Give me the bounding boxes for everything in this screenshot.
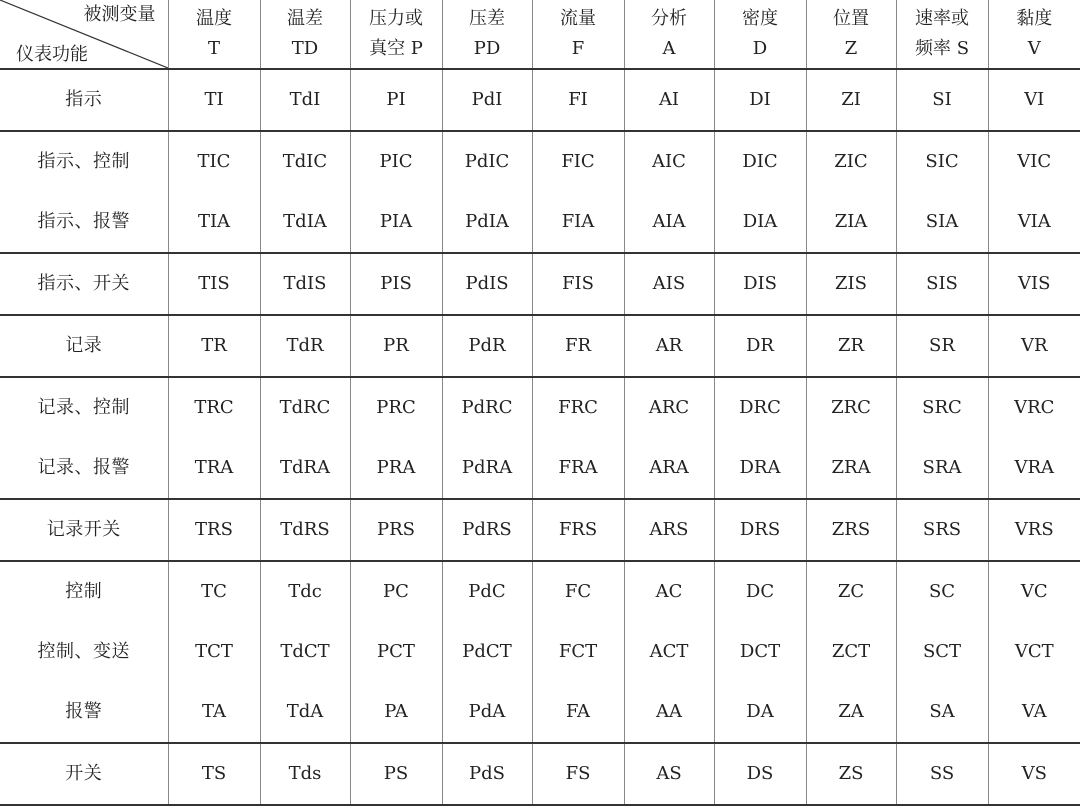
code-cell: PRA	[350, 438, 442, 499]
code-cell: TdRC	[260, 377, 350, 438]
code-cell: AR	[624, 315, 714, 377]
code-cell: TR	[168, 315, 260, 377]
table-row	[0, 315, 1080, 377]
code-cell: FCT	[532, 622, 624, 682]
code-cell: PdIA	[442, 192, 532, 253]
code-cell: TC	[168, 561, 260, 622]
code-cell: PR	[350, 315, 442, 377]
code-cell: PdRA	[442, 438, 532, 499]
code-cell: TdA	[260, 682, 350, 743]
code-cell: DC	[714, 561, 806, 622]
code-cell: SRA	[896, 438, 988, 499]
code-cell: DRS	[714, 499, 806, 561]
column-header-name: 速率或	[915, 8, 969, 29]
code-cell: TRS	[168, 499, 260, 561]
measured-variable-label: 被测变量	[83, 4, 156, 25]
code-cell: SS	[896, 743, 988, 805]
code-cell: SC	[896, 561, 988, 622]
code-cell: VRC	[988, 377, 1080, 438]
column-header-name: 温差	[287, 8, 323, 29]
code-cell: AI	[624, 69, 714, 131]
function-label: 指示	[0, 69, 168, 131]
column-header	[896, 0, 988, 69]
table-row	[0, 377, 1080, 438]
column-header	[260, 0, 350, 69]
function-label: 记录、报警	[0, 438, 168, 499]
code-cell: VA	[988, 682, 1080, 743]
code-cell: VR	[988, 315, 1080, 377]
code-cell: TdIS	[260, 253, 350, 315]
code-cell: AIA	[624, 192, 714, 253]
code-cell: TdRS	[260, 499, 350, 561]
code-cell: FC	[532, 561, 624, 622]
code-cell: TdCT	[260, 622, 350, 682]
table-row	[0, 192, 1080, 253]
column-header-symbol: 真空 P	[369, 38, 423, 59]
column-header-name: 温度	[196, 8, 232, 29]
code-cell: FS	[532, 743, 624, 805]
column-header-symbol: 频率 S	[914, 38, 970, 59]
code-cell: VI	[988, 69, 1080, 131]
column-header-name: 密度	[742, 8, 778, 29]
table-row	[0, 253, 1080, 315]
code-cell: ZI	[806, 69, 896, 131]
code-cell: TdIA	[260, 192, 350, 253]
code-cell: ZA	[806, 682, 896, 743]
code-cell: SIA	[896, 192, 988, 253]
column-header	[624, 0, 714, 69]
code-cell: DRA	[714, 438, 806, 499]
code-cell: ARS	[624, 499, 714, 561]
column-header	[442, 0, 532, 69]
code-cell: VIS	[988, 253, 1080, 315]
code-cell: ZR	[806, 315, 896, 377]
code-cell: PdIS	[442, 253, 532, 315]
code-cell: VRS	[988, 499, 1080, 561]
code-cell: VIC	[988, 131, 1080, 192]
function-label: 指示、控制	[37, 151, 130, 172]
code-cell: Tdc	[260, 561, 350, 622]
code-cell: FIS	[532, 253, 624, 315]
column-header-symbol: A	[662, 38, 676, 59]
function-label: 记录、控制	[37, 397, 130, 418]
code-cell: SIS	[896, 253, 988, 315]
table-row	[0, 131, 1080, 192]
code-cell: SI	[896, 69, 988, 131]
function-label: 记录	[0, 315, 168, 377]
code-cell: FIC	[532, 131, 624, 192]
code-cell: VCT	[988, 622, 1080, 682]
code-cell: ZC	[806, 561, 896, 622]
code-cell: ZS	[806, 743, 896, 805]
code-cell: AIC	[624, 131, 714, 192]
column-header-name: 压差	[469, 8, 505, 29]
code-cell: ZCT	[806, 622, 896, 682]
code-cell: SCT	[896, 622, 988, 682]
function-label: 记录开关	[0, 499, 168, 561]
code-cell: PdRS	[442, 499, 532, 561]
function-label: 控制、变送	[37, 641, 130, 662]
code-cell: DIA	[714, 192, 806, 253]
code-cell: ZIS	[806, 253, 896, 315]
code-cell: TRC	[168, 377, 260, 438]
code-cell: FRC	[532, 377, 624, 438]
code-cell: PIS	[350, 253, 442, 315]
code-cell: TdRA	[260, 438, 350, 499]
code-cell: PdC	[442, 561, 532, 622]
code-cell: ZIC	[806, 131, 896, 192]
function-label: 开关	[0, 743, 168, 805]
code-cell: ARA	[624, 438, 714, 499]
code-cell: PdS	[442, 743, 532, 805]
code-cell: DR	[714, 315, 806, 377]
code-cell: DI	[714, 69, 806, 131]
column-header-symbol: F	[571, 38, 585, 59]
column-header	[714, 0, 806, 69]
code-cell: PdA	[442, 682, 532, 743]
code-cell: TRA	[168, 438, 260, 499]
function-label: 报警	[0, 682, 168, 743]
column-header	[532, 0, 624, 69]
code-cell: VS	[988, 743, 1080, 805]
column-header	[806, 0, 896, 69]
code-cell: TCT	[168, 622, 260, 682]
column-header-symbol: PD	[473, 38, 501, 59]
code-cell: AIS	[624, 253, 714, 315]
table-row	[0, 438, 1080, 499]
code-cell: SRC	[896, 377, 988, 438]
code-cell: TdR	[260, 315, 350, 377]
code-cell: ACT	[624, 622, 714, 682]
code-cell: VIA	[988, 192, 1080, 253]
header-row	[0, 0, 1080, 69]
code-cell: TA	[168, 682, 260, 743]
code-cell: FR	[532, 315, 624, 377]
code-cell: DS	[714, 743, 806, 805]
code-cell: SRS	[896, 499, 988, 561]
code-cell: SA	[896, 682, 988, 743]
table-row	[0, 622, 1080, 682]
code-cell: ARC	[624, 377, 714, 438]
code-cell: AS	[624, 743, 714, 805]
code-cell: DCT	[714, 622, 806, 682]
code-cell: TIC	[168, 131, 260, 192]
column-header	[350, 0, 442, 69]
code-cell: PCT	[350, 622, 442, 682]
code-cell: PRS	[350, 499, 442, 561]
column-header-name: 流量	[560, 8, 596, 29]
column-header-symbol: TD	[291, 38, 319, 59]
table-row	[0, 682, 1080, 743]
code-cell: DIS	[714, 253, 806, 315]
code-cell: Tds	[260, 743, 350, 805]
code-cell: VRA	[988, 438, 1080, 499]
code-cell: ZRS	[806, 499, 896, 561]
function-label: 指示、报警	[0, 192, 168, 253]
code-cell: TdIC	[260, 131, 350, 192]
code-cell: FA	[532, 682, 624, 743]
code-cell: AC	[624, 561, 714, 622]
code-cell: DIC	[714, 131, 806, 192]
code-cell: SIC	[896, 131, 988, 192]
code-cell: PC	[350, 561, 442, 622]
code-cell: PIC	[350, 131, 442, 192]
code-cell: ZIA	[806, 192, 896, 253]
column-header	[168, 0, 260, 69]
code-cell: ZRA	[806, 438, 896, 499]
code-cell: FRS	[532, 499, 624, 561]
code-cell: PI	[350, 69, 442, 131]
code-cell: TI	[168, 69, 260, 131]
code-cell: VC	[988, 561, 1080, 622]
code-cell: AA	[624, 682, 714, 743]
table-row	[0, 743, 1080, 805]
column-header-symbol: T	[207, 38, 220, 59]
code-cell: FRA	[532, 438, 624, 499]
column-header-symbol: Z	[844, 38, 858, 59]
code-cell: TdI	[260, 69, 350, 131]
column-header-name: 位置	[833, 8, 869, 29]
code-cell: PIA	[350, 192, 442, 253]
code-cell: DA	[714, 682, 806, 743]
code-cell: ZRC	[806, 377, 896, 438]
code-cell: PdI	[442, 69, 532, 131]
column-header	[988, 0, 1080, 69]
corner-header-cell	[0, 0, 168, 69]
table-row	[0, 499, 1080, 561]
code-cell: FIA	[532, 192, 624, 253]
code-cell: PdRC	[442, 377, 532, 438]
column-header-symbol: V	[1027, 38, 1041, 59]
code-cell: DRC	[714, 377, 806, 438]
table-row	[0, 561, 1080, 622]
code-cell: PRC	[350, 377, 442, 438]
code-cell: TIA	[168, 192, 260, 253]
code-cell: TS	[168, 743, 260, 805]
code-cell: PA	[350, 682, 442, 743]
table-body	[0, 69, 1080, 805]
code-cell: PdIC	[442, 131, 532, 192]
function-label: 指示、开关	[0, 253, 168, 315]
code-cell: PS	[350, 743, 442, 805]
code-cell: PdR	[442, 315, 532, 377]
instrument-function-label: 仪表功能	[16, 44, 88, 65]
column-header-symbol: D	[752, 38, 768, 59]
column-header-name: 分析	[651, 8, 687, 29]
code-cell: TIS	[168, 253, 260, 315]
function-label: 控制	[65, 581, 103, 602]
column-header-name: 压力或	[369, 8, 423, 29]
code-cell: FI	[532, 69, 624, 131]
code-cell: SR	[896, 315, 988, 377]
code-cell: PdCT	[442, 622, 532, 682]
table-row	[0, 69, 1080, 131]
column-header-name: 黏度	[1016, 8, 1053, 29]
